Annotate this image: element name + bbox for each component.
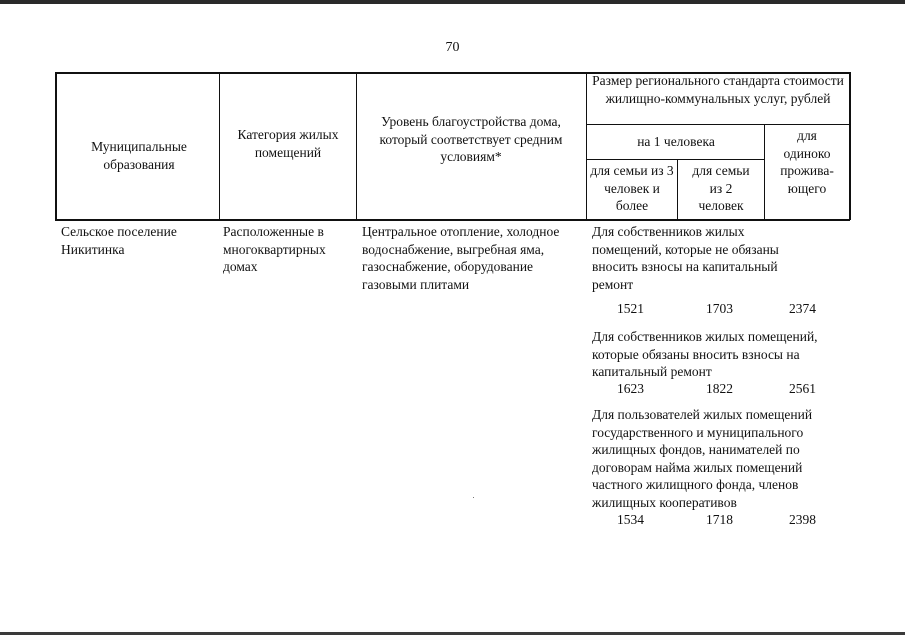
group-2-values — [0, 380, 905, 398]
header-family-2: для семьи из 2 человек — [692, 163, 750, 213]
col-divider-5 — [764, 124, 765, 220]
table-left-border — [55, 72, 57, 220]
row-municipality: Сельское поселение Никитинка — [61, 224, 177, 257]
group-1-family-2: 1703 — [706, 301, 733, 316]
group-2-description: Для собственников жилых помещений, которые обязаны вносить взносы на капитальный ремонт — [592, 329, 818, 379]
scan-speck — [473, 497, 474, 498]
group-1-description: Для собственников жилых помещений, которые не обязаны вносить взносы на капитальный ремонт — [592, 224, 779, 292]
group-3-description: Для пользователей жилых помещений государственного и муниципального жилищных фондов, нанимателей по договорам найма жилых помещений частного жилищного фонда, членов жилищных кооперативов — [592, 407, 813, 510]
header-bottom-border — [55, 219, 850, 221]
row-improvement-level: Центральное отопление, холодное водоснабжение, выгребная яма, газоснабжение, оборудование газовыми плитами — [362, 224, 560, 292]
col-divider-4 — [677, 159, 678, 220]
group-2-family-3plus: 1623 — [617, 381, 644, 396]
standard-subheader-border — [586, 124, 850, 125]
col-divider-1 — [219, 72, 220, 220]
header-municipality: Муниципальные образования — [91, 139, 187, 172]
table-right-border — [849, 72, 851, 220]
group-3-single: 2398 — [789, 512, 816, 527]
scan-edge-top — [0, 0, 905, 4]
header-family-3plus: для семьи из 3 человек и более — [590, 163, 674, 213]
per-person-subheader-border — [586, 159, 764, 160]
row-category: Расположенные в многоквартирных домах — [223, 224, 326, 274]
group-1-single: 2374 — [789, 301, 816, 316]
scan-edge-bottom — [0, 632, 905, 635]
group-3-values — [0, 511, 905, 529]
group-2-family-2: 1822 — [706, 381, 733, 396]
group-2-single: 2561 — [789, 381, 816, 396]
header-standard-size: Размер регионального стандарта стоимости жилищно-коммунальных услуг, рублей — [592, 73, 844, 106]
group-1-family-3plus: 1521 — [617, 301, 644, 316]
col-divider-2 — [356, 72, 357, 220]
page-number: 70 — [445, 40, 460, 55]
group-3-family-3plus: 1534 — [617, 512, 644, 527]
header-improvement-level: Уровень благоустройства дома, который соответствует средним условиям* — [379, 114, 563, 164]
group-1-values — [0, 300, 905, 318]
header-category: Категория жилых помещений — [237, 127, 339, 160]
header-per-person: на 1 человека — [637, 134, 715, 149]
group-3-family-2: 1718 — [706, 512, 733, 527]
header-single-resident: для одиноко прожива-ющего — [780, 128, 834, 196]
